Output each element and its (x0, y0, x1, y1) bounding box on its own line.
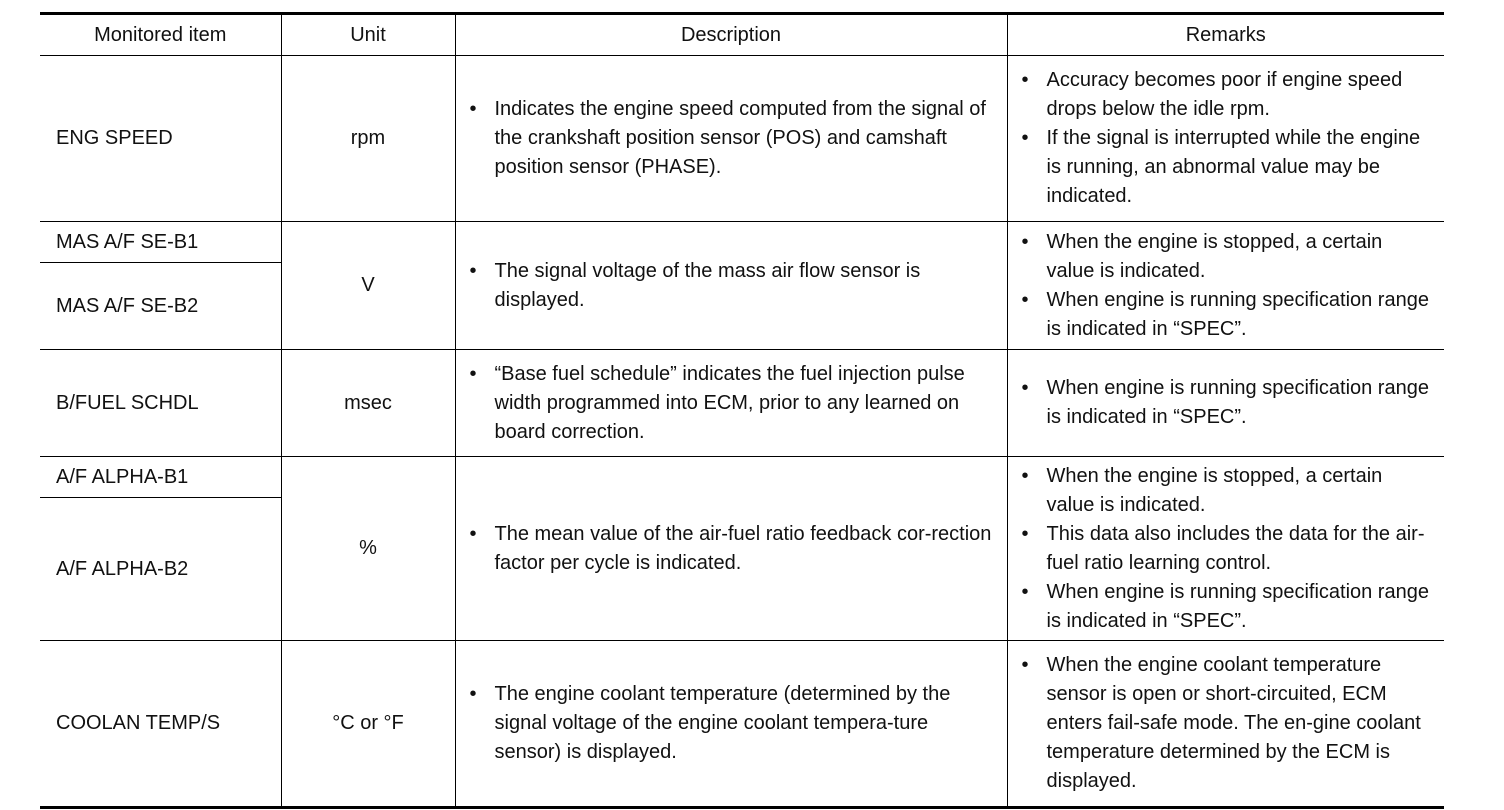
monitored-item: COOLAN TEMP/S (40, 641, 281, 808)
header-description: Description (455, 14, 1007, 56)
remarks (1007, 222, 1444, 350)
description-bullet: • “Base fuel schedule” indicates the fuel injection pulse width programmed into ECM, prior to any learned on board correction. (470, 360, 999, 447)
description-bullet: • The mean value of the air-fuel ratio feedback cor-rection factor per cycle is indicated. (470, 520, 999, 578)
header-row (40, 14, 1444, 56)
description-bullet: • Indicates the engine speed computed from the signal of the crankshaft position sensor (POS) and camshaft position sensor (PHASE). (470, 95, 999, 182)
remarks (1007, 457, 1444, 641)
remark-bullet: • When the engine is stopped, a certain value is indicated. (1022, 228, 1435, 286)
header-remarks: Remarks (1007, 14, 1444, 56)
monitored-item: MAS A/F SE-B2 (40, 263, 281, 350)
table-row (40, 641, 1444, 808)
header-unit: Unit (281, 14, 455, 56)
unit: % (281, 457, 455, 641)
description-bullet: • The engine coolant temperature (determined by the signal voltage of the engine coolant tempera-ture sensor) is displayed. (470, 680, 999, 767)
table-row (40, 457, 1444, 498)
remark-bullet: • When engine is running specification range is indicated in “SPEC”. (1022, 374, 1435, 432)
unit: V (281, 222, 455, 350)
description (455, 350, 1007, 457)
remark-bullet: • When engine is running specification range is indicated in “SPEC”. (1022, 578, 1435, 636)
monitored-item: A/F ALPHA-B2 (40, 498, 281, 641)
table-row (40, 350, 1444, 457)
description (455, 457, 1007, 641)
header-monitored-item: Monitored item (40, 14, 281, 56)
remarks (1007, 56, 1444, 222)
monitored-item: MAS A/F SE-B1 (40, 222, 281, 263)
remarks (1007, 350, 1444, 457)
description (455, 222, 1007, 350)
remark-bullet: • This data also includes the data for the air-fuel ratio learning control. (1022, 520, 1435, 578)
remark-bullet: • When the engine is stopped, a certain value is indicated. (1022, 462, 1435, 520)
unit: msec (281, 350, 455, 457)
monitored-item: B/FUEL SCHDL (40, 350, 281, 457)
unit: °C or °F (281, 641, 455, 808)
description (455, 56, 1007, 222)
monitored-item: A/F ALPHA-B1 (40, 457, 281, 498)
remark-bullet: • When engine is running specification range is indicated in “SPEC”. (1022, 286, 1435, 344)
remarks (1007, 641, 1444, 808)
remark-bullet: • When the engine coolant temperature sensor is open or short-circuited, ECM enters fail-safe mode. The en-gine coolant temperature determined by the ECM is displayed. (1022, 651, 1435, 796)
table-row (40, 222, 1444, 263)
unit: rpm (281, 56, 455, 222)
description (455, 641, 1007, 808)
remark-bullet: • Accuracy becomes poor if engine speed drops below the idle rpm. (1022, 66, 1435, 124)
remark-bullet: • If the signal is interrupted while the engine is running, an abnormal value may be indicated. (1022, 124, 1435, 211)
description-bullet: • The signal voltage of the mass air flow sensor is displayed. (470, 257, 999, 315)
monitored-items-table (40, 12, 1444, 809)
monitored-item: ENG SPEED (40, 56, 281, 222)
table-row (40, 56, 1444, 222)
